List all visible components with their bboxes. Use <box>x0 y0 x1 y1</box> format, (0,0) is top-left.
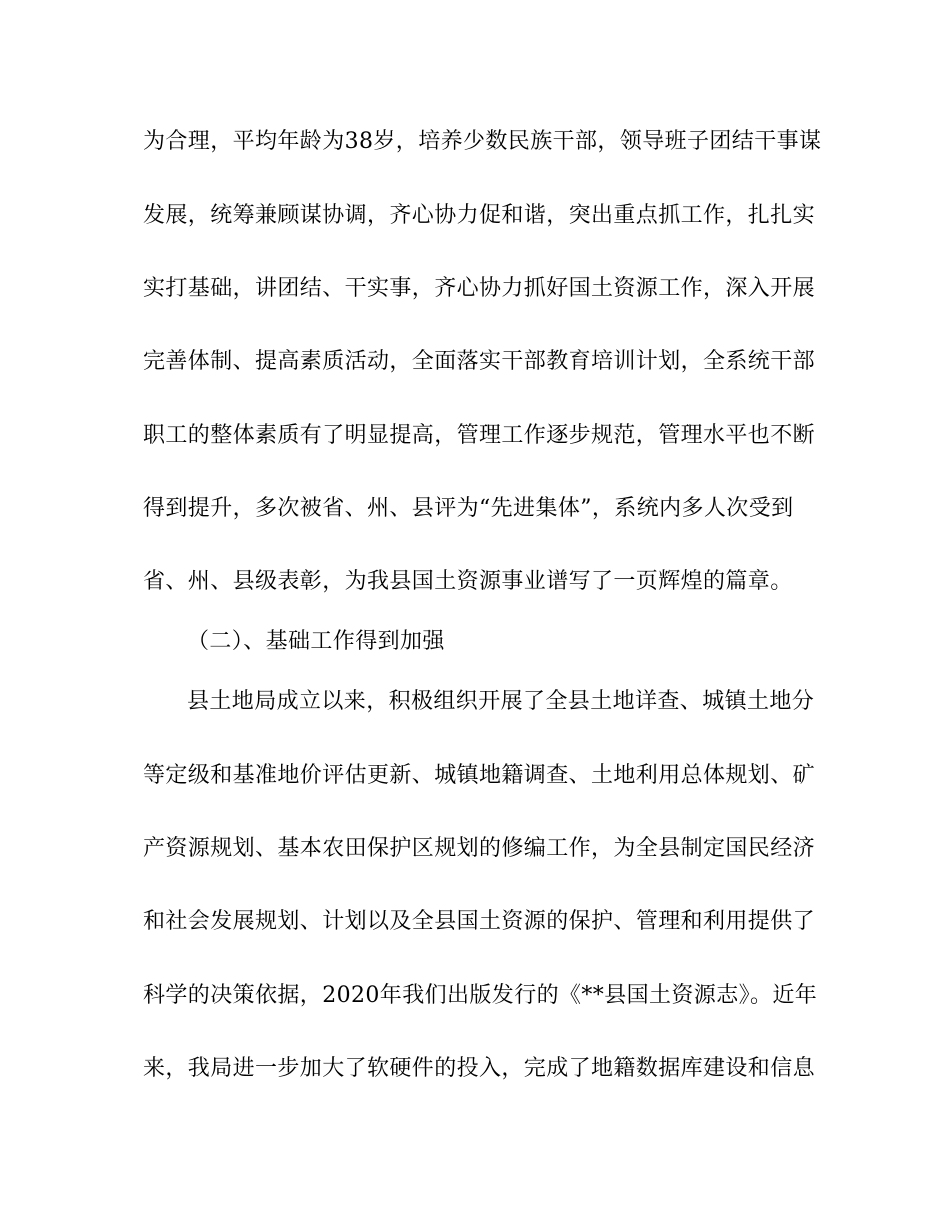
paragraph-line-2: 发展，统筹兼顾谋协调，齐心协力促和谐，突出重点抓工作，扎扎实 <box>143 203 816 228</box>
paragraph-line-11: 和社会发展规划、计划以及全县国土资源的保护、管理和利用提供了 <box>143 909 816 934</box>
paragraph-line-10: 产资源规划、基本农田保护区规划的修编工作，为全县制定国民经济 <box>143 836 816 861</box>
paragraph-line-12: 科学的决策依据，2020年我们出版发行的《**县国土资源志》。近年 <box>143 983 818 1008</box>
section-heading: （二）、基础工作得到加强 <box>187 629 445 654</box>
paragraph-line-5: 职工的整体素质有了明显提高，管理工作逐步规范，管理水平也不断 <box>143 423 816 448</box>
paragraph-line-8: 县土地局成立以来，积极组织开展了全县土地详查、城镇土地分 <box>187 689 815 714</box>
paragraph-line-6: 得到提升，多次被省、州、县评为“先进集体”，系统内多人次受到 <box>143 496 794 521</box>
paragraph-line-13: 来，我局进一步加大了软硬件的投入，完成了地籍数据库建设和信息 <box>143 1056 816 1081</box>
paragraph-line-3: 实打基础，讲团结、干实事，齐心协力抓好国土资源工作，深入开展 <box>143 276 816 301</box>
paragraph-line-4: 完善体制、提高素质活动，全面落实干部教育培训计划，全系统干部 <box>143 349 816 374</box>
paragraph-line-1: 为合理，平均年龄为38岁，培养少数民族干部，领导班子团结干事谋 <box>143 129 822 154</box>
paragraph-line-7: 省、州、县级表彰，为我县国土资源事业谱写了一页辉煌的篇章。 <box>143 569 793 594</box>
paragraph-line-9: 等定级和基准地价评估更新、城镇地籍调查、土地利用总体规划、矿 <box>143 763 816 788</box>
